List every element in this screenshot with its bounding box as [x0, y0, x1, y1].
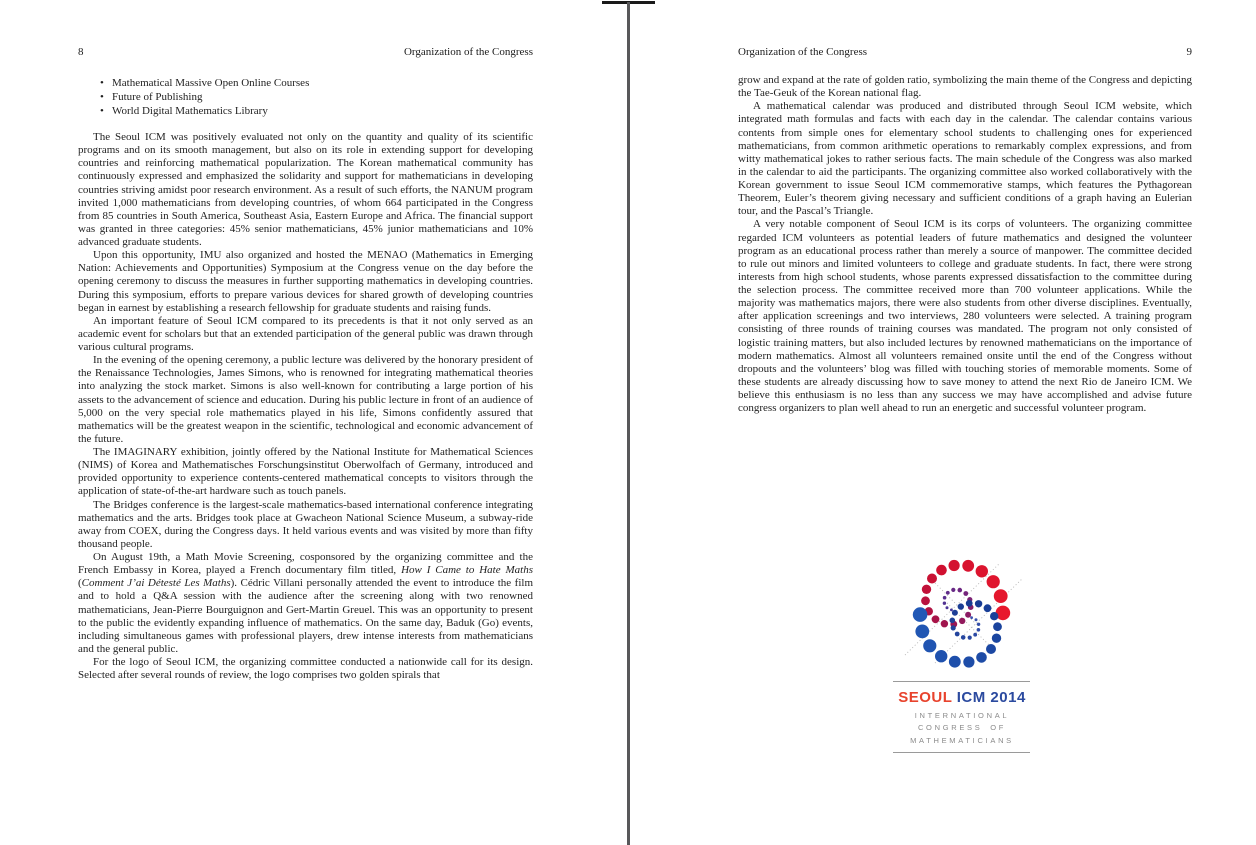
text-segment: On August 19th, a Math Movie Screening, cosponsored by the organizing committee and the French Embassy in Korea, played a French documentary film titled,	[78, 551, 533, 577]
running-header	[738, 46, 1192, 59]
paragraph	[738, 74, 1192, 100]
subtitle-line: INTERNATIONAL	[914, 711, 1010, 720]
text-segment: grow and expand at the rate of golden ratio, symbolizing the main theme of the Congress and depicting the Tae-Geuk of the Korean national flag.	[738, 74, 1192, 100]
text-segment: ). Cédric Villani personally attended the event to introduce the film and to hold a Q&A session with the audience after the screening along with two renowned mathematicians, Jean-Pierre Bourguignon and Gert-Martin Greuel. This was an opportunity to present to the public the evidently expanding influence of mathematics. On the same day, Baduk (Go) events, including simultaneous games with professional players, drew intense interests from mathematicians and the general public.	[78, 577, 533, 655]
paragraph	[78, 551, 533, 656]
text-segment: The Seoul ICM was positively evaluated not only on the quantity and quality of its scientific programs and on its smooth management, but also on its role in extending support for developing countries and reinforcing mathematical popularization. The Korean mathematical community has continuously expressed and emphasized the solidarity and support for mathematicians in developing countries striving amidst poor research environment. As a result of such efforts, the NANUM program invited 1,000 mathematicians from developing countries, of whom 664 participated in the Congress from 85 countries in South America, Southeast Asia, Eastern Europe and Africa. The financial support was granted in three categories: 45% senior mathematicians, 45% junior mathematicians and 10% advanced graduate students.	[78, 131, 533, 248]
text-segment: An important feature of Seoul ICM compared to its precedents is that it not only served as an academic event for scholars but that an extended participation of the general public was drawn through various cultural programs.	[78, 314, 533, 353]
page-number: 9	[1186, 46, 1192, 58]
bullet-item: • Future of Publishing	[100, 90, 533, 104]
running-head-title: Organization of the Congress	[403, 46, 533, 58]
text-segment: The IMAGINARY exhibition, jointly offered by the National Institute for Mathematical Sciences (NIMS) of Korea and Mathematisches Forschungsinstitut Oberwolfach of Germany, introduced and provided opportunity to experience contents-centered mathematical concepts to visitors through the application of state-of-the-art hardware such as touch panels.	[78, 446, 533, 498]
paragraph	[738, 218, 1192, 415]
text-segment: In the evening of the opening ceremony, a public lecture was delivered by the honorary president of the Renaissance Technologies, James Simons, who is renowned for integrating mathematical theories into analyzing the stock market. Simons is also well-known for contributing a large portion of his assets to the advancement of science and education. During his public lecture in front of an audience of 5,000 on the very special role mathematics played in his life, Simons confidently assured that mathematics will be the greatest weapon in the scientific, technological and economic advancement of the future.	[78, 354, 533, 445]
paragraph	[78, 249, 533, 315]
subtitle-line: MATHEMATICIANS	[910, 735, 1014, 745]
running-head-title: Organization of the Congress	[738, 46, 868, 58]
page-divider	[627, 2, 630, 845]
text-segment: (	[78, 577, 82, 590]
italic-text: How I Came to Hate Maths	[401, 564, 533, 577]
running-header	[78, 46, 533, 59]
paragraph	[78, 354, 533, 446]
page-number: 8	[78, 46, 84, 58]
bullet-item: • World Digital Mathematics Library	[100, 104, 533, 118]
paragraph	[738, 100, 1192, 218]
text-segment: Upon this opportunity, IMU also organized and hosted the MENAO (Mathematics in Emerging Nation: Achievements and Opportunities) Symposium at the Congress venue on the day before the opening ceremony to discuss the measures in further supporting mathematics in developing countries. During this symposium, efforts to prepare various devices for shared growth of developing countries began in earnest by establishing a research fellowship for graduate students and raising funds.	[78, 249, 533, 314]
paragraph	[78, 656, 533, 682]
paragraph	[78, 499, 533, 552]
text-segment: The Bridges conference is the largest-scale mathematics-based international conference integrating mathematics and the arts. Bridges took place at Gwacheon National Science Museum, a subway-ride away from COEX, during the Congress days. It held various events and was visited by more than fifty thousand people.	[78, 498, 533, 550]
page-9	[738, 0, 1192, 845]
text-segment: For the logo of Seoul ICM, the organizing committee conducted a nationwide call for its design. Selected after several rounds of review, the logo comprises two golden spirals that	[78, 656, 533, 682]
subtitle-line: CONGRESS OF	[917, 723, 1007, 733]
bullet-list	[100, 76, 533, 118]
logo-seoul-text: SEOUL	[898, 689, 953, 706]
page-8	[78, 0, 533, 845]
page-body	[738, 74, 1192, 415]
italic-text: Comment J’ai Détesté Les Maths	[81, 577, 231, 590]
paragraph	[78, 446, 533, 499]
paragraph	[78, 131, 533, 249]
bullet-item: • Mathematical Massive Open Online Courses	[100, 76, 533, 90]
text-segment: A very notable component of Seoul ICM is its corps of volunteers. The organizing committee regarded ICM volunteers as potential leaders of future mathematics and designed the volunteer program as an educational process rather than merely a source of manpower. The committee decided to rule out minors and limited volunteers to college and graduate students. In fact, there were strong interests from high school students, whose parents expressed dissatisfaction to the committee during the selection process. The committee received more than 700 volunteer applications. While the majority was mathematics majors, there were also students from other diverse disciplines. Eventually, after application screenings and two interviews, 280 volunteers were selected. A training program consisting of three rounds of training courses was mandated. The program not only consisted of logistic training matters, but also included lectures by renowned mathematicians on the importance of modern mathematics. Almost all volunteers remained onsite until the end of the Congress without dropouts and the volunteers’ blog was filled with touching stories of memorable moments. Some of these students are already discussing how to save money to attend the next Rio de Janeiro ICM. We believe this enthusiasm is no less than any success we may have accomplished and advise future congress organizers to plan well ahead to run an energetic and successful volunteer program.	[738, 218, 1192, 415]
page-body	[78, 131, 533, 682]
text-segment: A mathematical calendar was produced and distributed through Seoul ICM website, which integrated math formulas and facts with each day in the calendar. The calendar contains various contents from simple ones for elementary school students to challenging ones for experienced mathematicians, from common arithmetic operations to remarkably complex expressions, and from witty mathematical jokes to rather serious facts. The main schedule of the Congress was also marked in the calendar to aid the participants. The organizing committee also worked collaboratively with the Korean government to issue Seoul ICM commemorative stamps, which features the Pythagorean Theorem, Euler’s theorem giving necessary and sufficient conditions of a graph having an Eulerian tour, and the Pascal’s Triangle.	[738, 100, 1192, 218]
logo-icm-text: ICM 2014	[952, 689, 1026, 706]
paragraph	[78, 315, 533, 354]
